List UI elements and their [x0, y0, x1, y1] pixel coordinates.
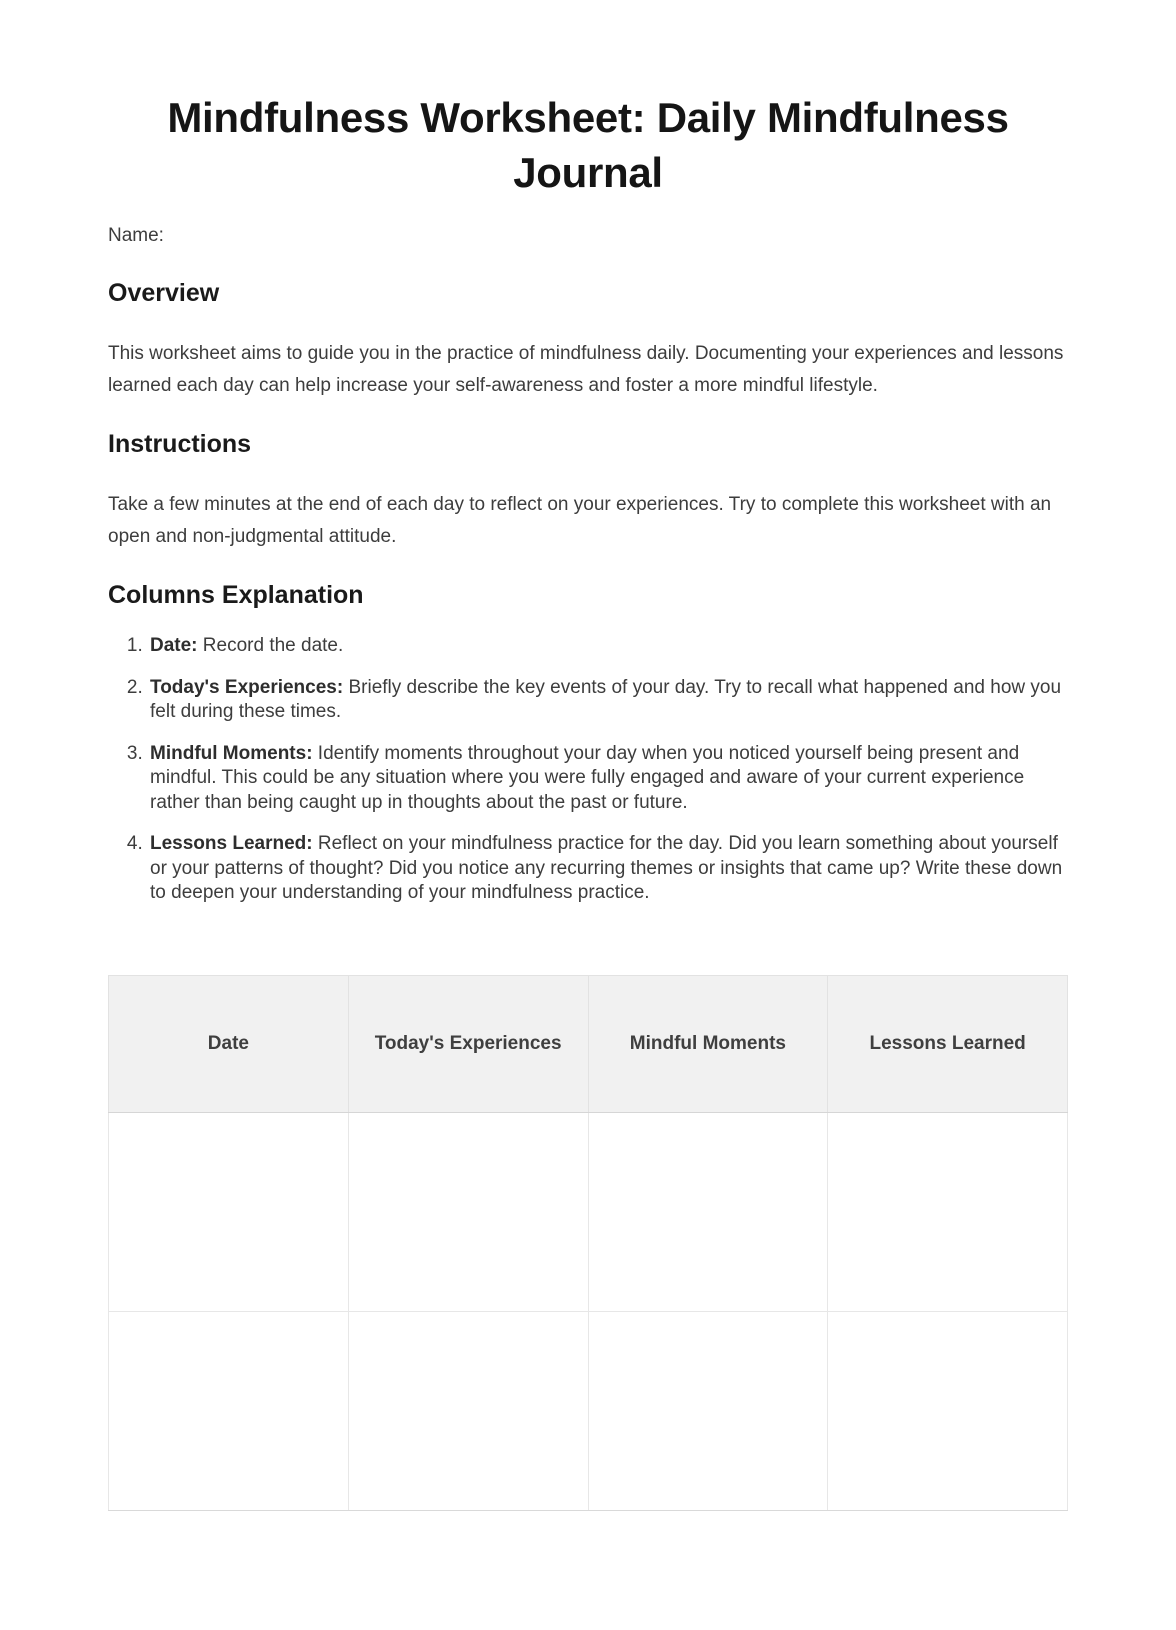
- name-field-label: Name:: [108, 225, 164, 246]
- list-item-date-label: Date:: [150, 635, 198, 656]
- header-row: [109, 975, 1068, 1112]
- column-header-lessons-learned: Lessons Learned: [828, 975, 1068, 1112]
- list-item-todays-experiences-text: Briefly describe the key events of your day. Try to recall what happened and how you felt during these times.: [150, 676, 1062, 722]
- list-item-todays-experiences: [148, 676, 1068, 725]
- empty-cell-mindful-moments: [588, 1112, 828, 1311]
- empty-cell-mindful-moments: [588, 1311, 828, 1510]
- overview-paragraph: This worksheet aims to guide you in the practice of mindfulness daily. Documenting your experiences and lessons learned each day can help increase your self-awareness and foster a more mindful lifestyle.: [108, 343, 1064, 396]
- list-item-lessons-learned-label: Lessons Learned:: [150, 833, 313, 854]
- list-item-mindful-moments-label: Mindful Moments:: [150, 742, 313, 764]
- table-row: [109, 1112, 1068, 1311]
- list-item-date: [148, 634, 1068, 659]
- list-item-todays-experiences-label: Today's Experiences:: [150, 676, 344, 698]
- instructions-heading: Instructions: [108, 430, 252, 458]
- column-header-date: Date: [109, 975, 349, 1112]
- empty-cell-todays-experiences: [348, 1311, 588, 1510]
- overview-heading: Overview: [108, 279, 220, 307]
- empty-cell-lessons-learned: [828, 1112, 1068, 1311]
- empty-cell-date: [109, 1112, 349, 1311]
- empty-cell-todays-experiences: [348, 1112, 588, 1311]
- journal-table-body: [109, 1112, 1068, 1510]
- column-header-todays-experiences: Today's Experiences: [348, 975, 588, 1112]
- empty-cell-lessons-learned: [828, 1311, 1068, 1510]
- list-item-mindful-moments-text: Identify moments throughout your day when you noticed yourself being present and mindful. This could be any situation where you were fully engaged and aware of your current experience rather than being caught up in thoughts about the past or future.: [150, 742, 1025, 813]
- list-item-date-text: Record the date.: [197, 635, 344, 656]
- instructions-paragraph: Take a few minutes at the end of each day to reflect on your experiences. Try to complete this worksheet with an open and non-judgmental attitude.: [108, 494, 1052, 547]
- column-header-mindful-moments: Mindful Moments: [588, 975, 828, 1112]
- table-row: [109, 1311, 1068, 1510]
- columns-explanation-list: [108, 634, 1068, 906]
- list-item-lessons-learned: [148, 832, 1068, 906]
- list-item-lessons-learned-text: Reflect on your mindfulness practice for the day. Did you learn something about yourself or your patterns of thought? Did you notice any recurring themes or insights that came up? Write these down to deepen your understanding of your mindfulness practice.: [150, 833, 1063, 903]
- list-item-mindful-moments: [148, 742, 1068, 816]
- journal-table-header: [109, 975, 1068, 1112]
- journal-table: [108, 975, 1068, 1511]
- page-title: Mindfulness Worksheet: Daily Mindfulness Journal: [167, 94, 1009, 196]
- empty-cell-date: [109, 1311, 349, 1510]
- columns-explanation-heading: Columns Explanation: [108, 581, 364, 609]
